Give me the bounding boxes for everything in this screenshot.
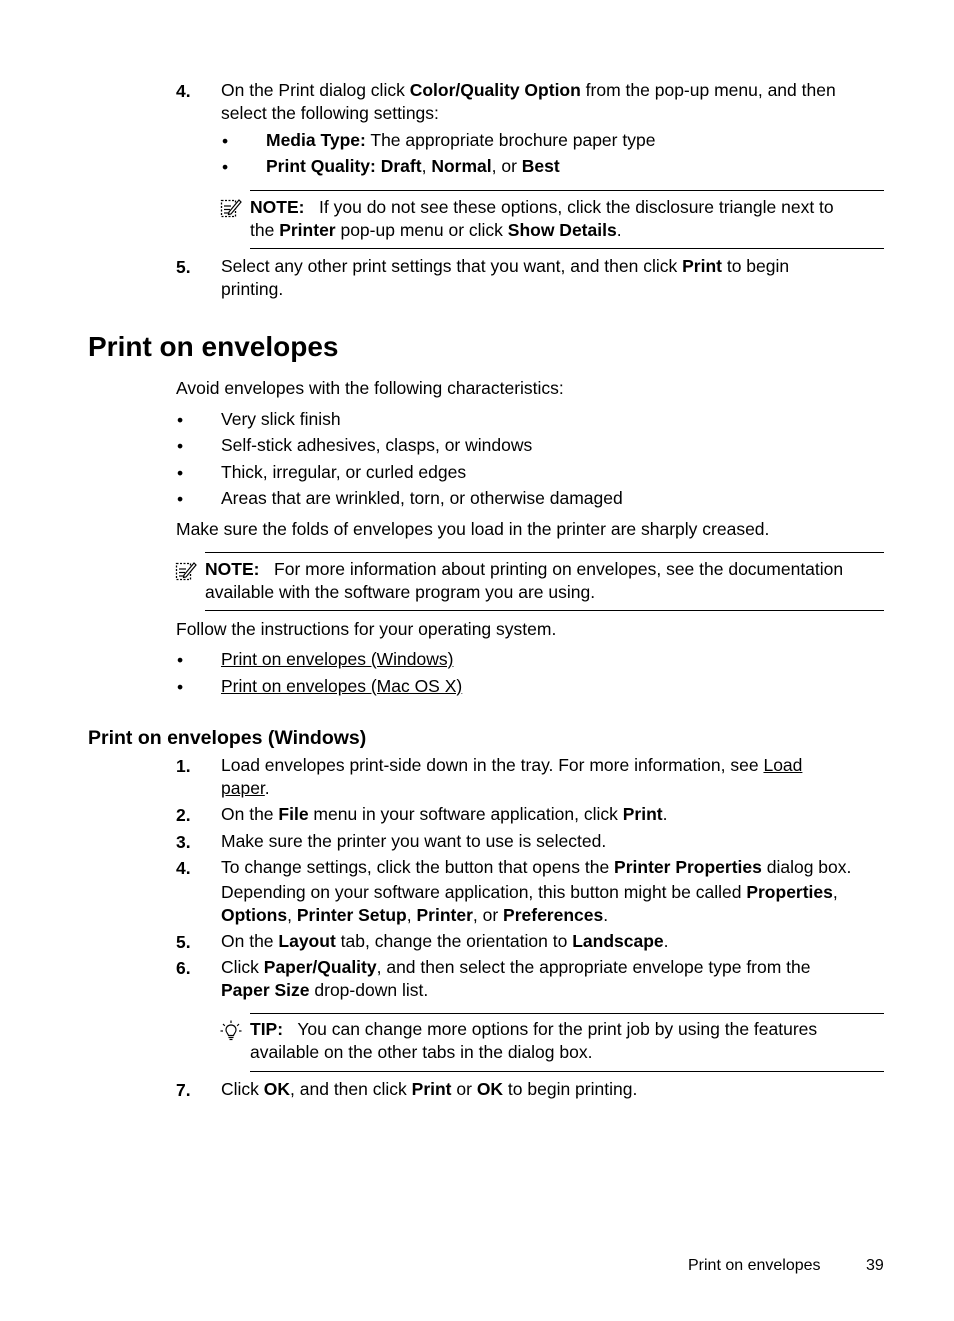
step-number: 2. [176,805,191,825]
bullet: • [177,677,184,697]
step-text: Click Paper/Quality, and then select the appropriate envelope type from the Paper Size drop-down list. [221,957,811,1000]
step-number: 4. [176,81,191,101]
step-number: 5. [176,257,191,277]
footer-section-title: Print on envelopes [688,1257,821,1274]
list-item: Very slick finish [221,409,341,429]
body-text: Make sure the folds of envelopes you load in the printer are sharply creased. [176,519,770,539]
intro-text: Avoid envelopes with the following characteristics: [176,378,564,398]
step-text: On the File menu in your software application, click Print. [221,804,668,824]
step-number: 5. [176,932,191,952]
lightbulb-icon [220,1020,242,1042]
step-number: 3. [176,832,191,852]
step-number: 7. [176,1080,191,1100]
step-text: On the Print dialog click Color/Quality Option from the pop-up menu, and then select the following settings: [221,80,836,123]
bullet: • [177,436,184,456]
step-text: To change settings, click the button that opens the Printer Properties dialog box. [221,857,852,877]
step-text: Load envelopes print-side down in the tray. For more information, see Load paper. [221,755,803,798]
step-number: 6. [176,958,191,978]
list-item: Areas that are wrinkled, torn, or otherwise damaged [221,488,623,508]
note-divider-top [205,552,884,553]
section-heading: Print on envelopes [88,331,339,362]
tip-text: TIP: You can change more options for the print job by using the features available on the other tabs in the dialog box. [250,1019,818,1062]
note-text: NOTE: If you do not see these options, click the disclosure triangle next to the Printer pop-up menu or click Show Details. [250,197,834,240]
link-print-envelopes-mac[interactable]: Print on envelopes (Mac OS X) [221,676,463,696]
tip-divider-bottom [250,1071,884,1072]
list-item: Thick, irregular, or curled edges [221,462,467,482]
list-item: Media Type: The appropriate brochure paper type [266,130,656,150]
subsection-heading: Print on envelopes (Windows) [88,727,367,749]
note-icon [175,560,197,582]
link-load-paper[interactable]: Load [763,755,803,775]
bullet: • [177,410,184,430]
list-item: Self-stick adhesives, clasps, or windows [221,435,533,455]
note-text: NOTE: For more information about printing on envelopes, see the documentation available with the software program you are using. [205,559,844,602]
note-divider-top [250,190,884,191]
step-number: 4. [176,858,191,878]
note-divider-bottom [205,610,884,611]
list-item: Print Quality: Draft, Normal, or Best [266,156,560,176]
step-number: 1. [176,756,191,776]
step-text: Make sure the printer you want to use is selected. [221,831,607,851]
bullet: • [222,131,229,151]
bullet: • [177,463,184,483]
bullet: • [177,489,184,509]
body-text: Follow the instructions for your operating system. [176,619,557,639]
tip-divider-top [250,1013,884,1014]
link-print-envelopes-windows[interactable]: Print on envelopes (Windows) [221,649,454,669]
step-text: On the Layout tab, change the orientation to Landscape. [221,931,669,951]
note-icon [220,197,242,219]
step-text: Select any other print settings that you want, and then click Print to begin printing. [221,256,790,299]
step-text-continued: Depending on your software application, this button might be called Properties, Options, Printer Setup, Printer, or Preferences. [221,882,838,925]
bullet: • [177,650,184,670]
page-number: 39 [866,1257,884,1274]
bullet: • [222,157,229,177]
step-text: Click OK, and then click Print or OK to begin printing. [221,1079,638,1099]
link-load-paper-cont[interactable]: paper [221,777,265,798]
note-divider-bottom [250,248,884,249]
